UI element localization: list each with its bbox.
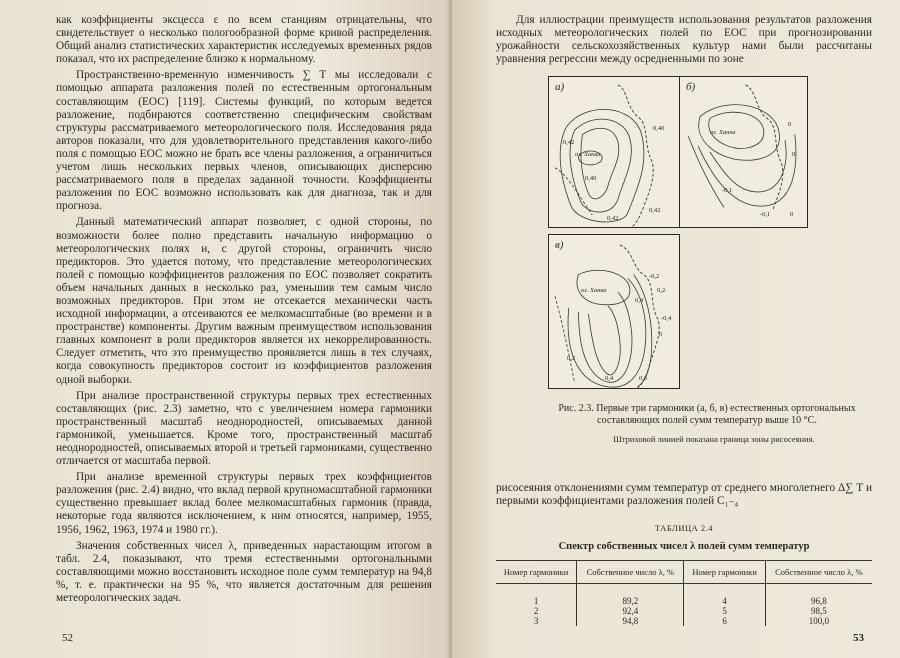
contour-label-c-2: 0,2 [657,287,666,295]
figure-panel-c [548,234,680,389]
right-paragraph-continued: рисосеяния отклонениями сумм температур от среднего многолетнего Δ∑ T и первыми коэффициентами разложения полей C₁₋₄ [496,482,872,508]
left-paragraph-1: как коэффициенты эксцесса ε по всем станциям отрицательны, что свидетельствует о несколько пологообразной форме кривой распределения. Общий анализ статистических характеристик исследуемых временных рядов показал, что их распределение близко к нормальному. [56,14,432,66]
table-cell-eigen-4-6: 96,8 98,5 100,0 [765,583,872,626]
figure-panel-a [548,76,680,228]
figure-caption: Рис. 2.3. Первые три гармоники (а, б, в) естественных ортогональных составляющих полей сумм температур выше 10 °С. [558,403,856,426]
contour-label-a-4: 0,42 [607,215,619,223]
panel-c-letter: в) [555,239,564,252]
table-cell-eigen-1-3: 89,2 92,4 94,8 [577,583,684,626]
contour-label-c-6: 0,2 [567,355,576,363]
figure-top-row [548,76,872,228]
figure-panel-b [680,76,808,228]
contour-label-c-1: -0,2 [649,273,660,281]
lake-label-a: оз. Ханка [575,151,601,159]
right-page-number: 53 [853,632,864,644]
figure-bottom-row [496,228,872,389]
table-cell-harmonic-4-6: 4 5 6 [684,583,765,626]
contour-label-c-3: 0,4 [635,297,644,305]
contour-map-c [549,235,679,388]
contour-label-a-3: 0,40 [585,175,597,183]
contour-label-b-3: -0,1 [722,187,733,195]
contour-label-c-7: 0,4 [605,375,614,383]
contour-label-b-1: 0 [788,121,792,129]
lake-label-b: оз. Ханка [710,129,736,137]
left-paragraph-5: При анализе временной структуры первых трех коэффициентов разложения (рис. 2.4) видно, что вклад первой крупномасштабной гармоники существенно превышает вклад более мелкомасштабных гармоник (правда, некоторые года являются исключением, к ним относятся, например, 1955, 1956, 1962, 1963, 1974 и 1980 гг.). [56,471,432,536]
contour-map-b [680,77,807,227]
contour-label-a-2: 0,40 [653,125,665,133]
contour-label-c-5: 0 [659,331,663,339]
table-number: ТАБЛИЦА 2.4 [654,522,713,533]
eigenvalue-table [496,560,872,626]
contour-label-b-4: -0,1 [760,211,771,219]
contour-label-c-4: -0,4 [661,315,672,323]
contour-map-a [549,77,679,227]
right-page [452,0,900,658]
table-header-eigen-2: Собственное число λ, % [765,560,872,583]
panel-a-letter: а) [555,81,565,94]
contour-label-c-8: 0,6 [639,375,648,383]
table-title: Спектр собственных чисел λ полей сумм температур [558,540,810,552]
table-header-eigen-1: Собственное число λ, % [577,560,684,583]
table-header-harmonic-2: Номер гармоники [684,560,765,583]
contour-label-b-5: 0 [790,211,794,219]
left-page-number: 52 [62,632,73,644]
left-paragraph-6: Значения собственных чисел λ, приведенных нарастающим итогом в табл. 2.4, показывают, что тремя естественными ортогональными составляющими можно восстановить исходное поле сумм температур на 94,8 %, т. е. практически на 95 %, что является достаточным для решения метеорологических задач. [56,539,432,605]
contour-label-a-1: 0,42 [563,139,575,147]
table-cell-harmonic-1-3: 1 2 3 [533,595,539,626]
lake-label-c: оз. Ханка [581,287,607,295]
left-paragraph-2: Пространственно-временную изменчивость ∑ T мы исследовали с помощью аппарата разложения полей по естественным ортогональным составляющим (ЕОС) [119]. Системы функций, по которым ведется разложение, подбираются соответственно специфическим свойствам структуры рассматриваемого метеорологического поля. Исследования ряда авторов показали, что для удовлетворительного представления какого-либо поля с помощью ЕОС можно не брать все члены разложения, а ограничиться учетом лишь нескольких первых членов, описывающих дисперсию рассматриваемого поля в пределах заданной точности. Коэффициенты разложения по ЕОС возможно использовать как для диагноза, так и для прогноза. [56,69,432,213]
contour-label-b-2: 0 [792,151,796,159]
figure-note: Штриховой линией показана граница зоны рисосеяния. [613,434,815,445]
table-header-harmonic-1: Номер гармоники [496,560,577,583]
left-paragraph-4: При анализе пространственной структуры первых трех естественных составляющих (рис. 2.3) заметно, что с увеличением номера гармоники пространственный масштаб неоднородностей, описываемых данной гармоникой, уменьшается. Кроме того, пространственный масштаб неоднородностей, описываемых второй и третьей гармониками, существенно отличается от масштаба первой. [56,389,432,468]
left-paragraph-3: Данный математический аппарат позволяет, с одной стороны, по возможности более полно представить начальную информацию о метеорологических полях и, с другой стороны, ограничить число предикторов. Это удается потому, что представление метеорологических полей с помощью коэффициентов разложения по ЕОС позволяет сократить объем начальных данных в несколько раз, уменьшив тем самым число возможных предикторов. При этом не отсекается механически часть исходной информации, а отсеиваются ее мелкомасштабные (во времени и в пространстве) компоненты. Другим важным преимуществом использования главных компонент в роли предикторов является их некоррелированность. Следует отметить, что это преимущество проявляется лишь в тех случаях, когда совокупность предикторов состоит из коэффициентов разложения одной выборки. [56,216,432,386]
right-intro-paragraph: Для иллюстрации преимуществ использования результатов разложения исходных метеорологических полей по ЕОС при прогнозировании урожайности сельскохозяйственных культур нами были рассчитаны уравнения регрессии между осредненными по зоне [496,14,872,66]
contour-label-a-5: 0,42 [649,207,661,215]
panel-b-letter: б) [686,81,696,94]
